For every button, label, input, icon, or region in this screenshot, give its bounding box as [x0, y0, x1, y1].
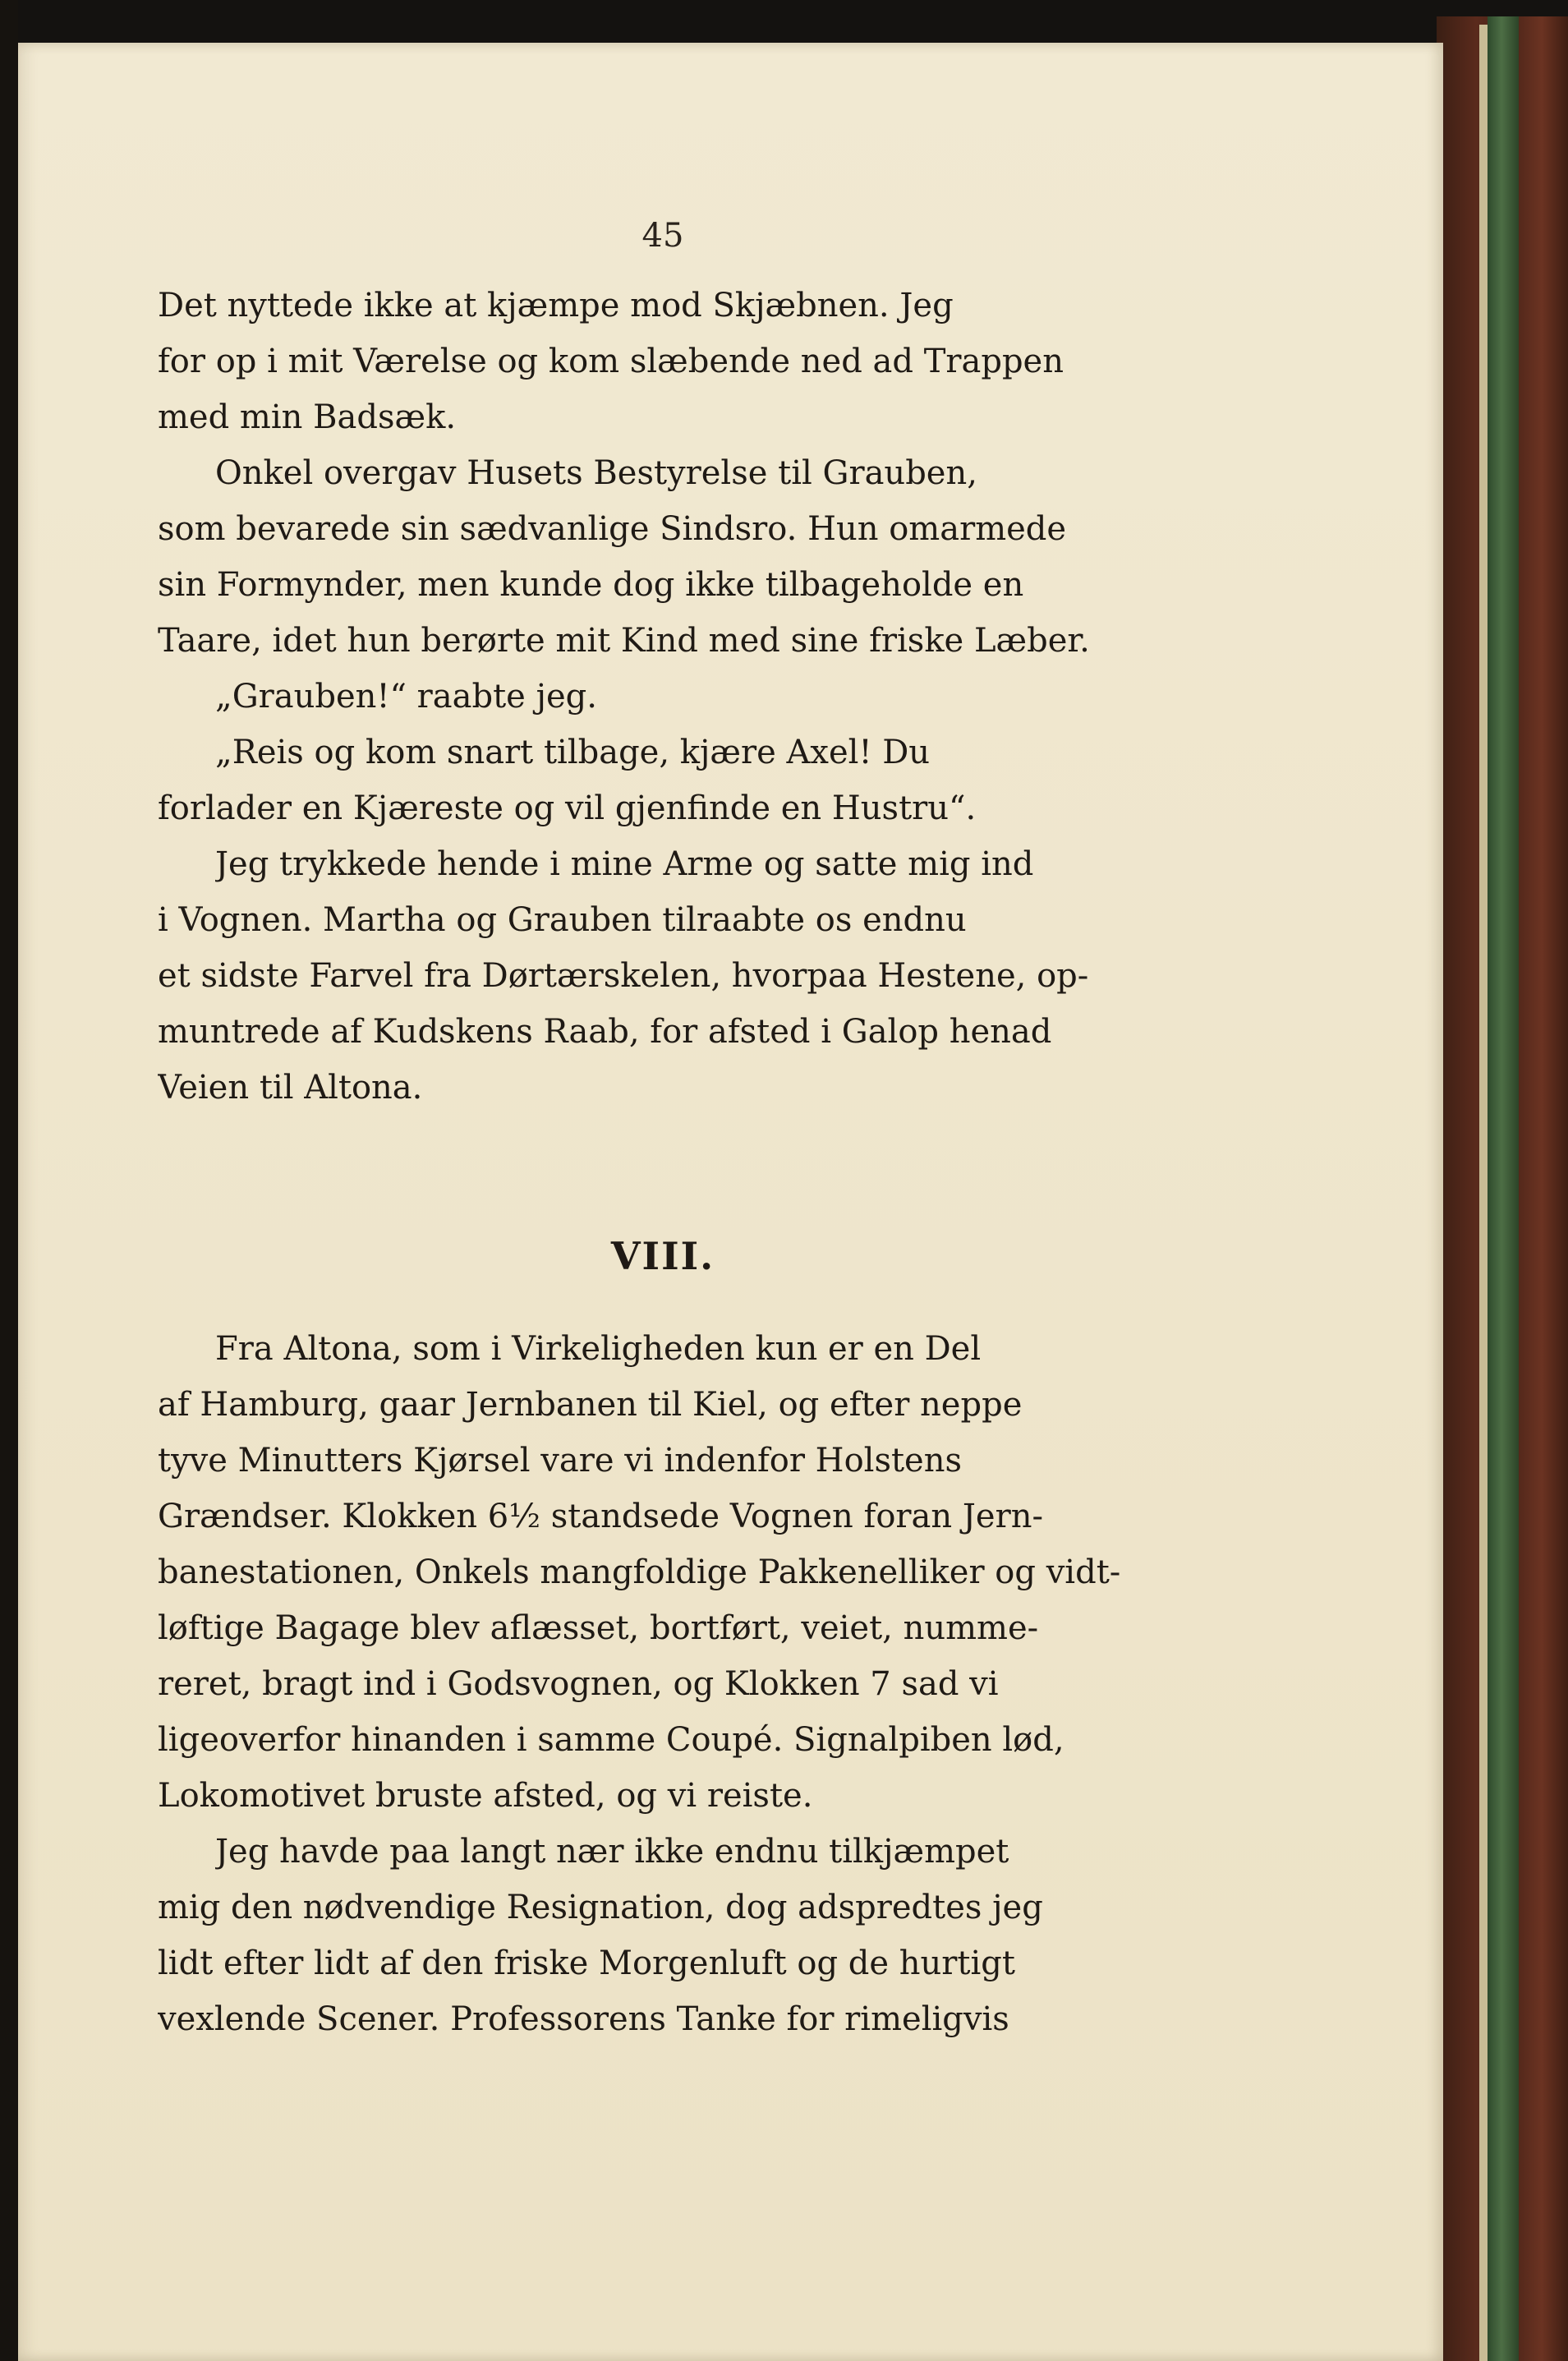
- text-line: et sidste Farvel fra Dørtærskelen, hvorpaa Hestene, op-: [158, 957, 1089, 995]
- text-line: i Vognen. Martha og Grauben tilraabte os endnu: [158, 901, 967, 939]
- text-line: Veien til Altona.: [158, 1069, 423, 1107]
- text-line: Taare, idet hun berørte mit Kind med sine friske Læber.: [158, 622, 1090, 660]
- text-line: „Reis og kom snart tilbage, kjære Axel! Du: [215, 734, 931, 771]
- page-number: 45: [641, 217, 684, 255]
- page-edges: [1479, 25, 1488, 2361]
- book-page: [18, 43, 1443, 2361]
- text-line: Onkel overgav Husets Bestyrelse til Grauben,: [215, 454, 977, 492]
- text-line: reret, bragt ind i Godsvognen, og Klokken 7 sad vi: [158, 1665, 999, 1703]
- text-line: mig den nødvendige Resignation, dog adspredtes jeg: [158, 1889, 1043, 1926]
- left-shadow: [0, 0, 18, 2361]
- text-line: løftige Bagage blev aflæsset, bortført, veiet, numme-: [158, 1609, 1039, 1647]
- text-line: Fra Altona, som i Virkeligheden kun er en Del: [215, 1330, 982, 1368]
- text-line: Lokomotivet bruste afsted, og vi reiste.: [158, 1777, 813, 1815]
- text-line: Jeg havde paa langt nær ikke endnu tilkjæmpet: [215, 1833, 1009, 1871]
- text-line: lidt efter lidt af den friske Morgenluft og de hurtigt: [158, 1944, 1015, 1982]
- text-line: Grændser. Klokken 6½ standsede Vognen foran Jern-: [158, 1498, 1043, 1535]
- text-line: af Hamburg, gaar Jernbanen til Kiel, og efter neppe: [158, 1386, 1023, 1424]
- text-line: Det nyttede ikke at kjæmpe mod Skjæbnen. Jeg: [158, 287, 954, 324]
- text-line: ligeoverfor hinanden i samme Coupé. Signalpiben lød,: [158, 1721, 1064, 1759]
- text-line: med min Badsæk.: [158, 398, 457, 436]
- text-line: vexlende Scener. Professorens Tanke for rimeligvis: [158, 2000, 1009, 2038]
- text-line: forlader en Kjæreste og vil gjenfinde en Hustru“.: [158, 789, 977, 827]
- text-line: banestationen, Onkels mangfoldige Pakkenelliker og vidt-: [158, 1553, 1121, 1591]
- text-line: for op i mit Værelse og kom slæbende ned ad Trappen: [158, 343, 1064, 380]
- text-line: muntrede af Kudskens Raab, for afsted i Galop henad: [158, 1013, 1052, 1051]
- text-line: Jeg trykkede hende i mine Arme og satte mig ind: [215, 845, 1034, 883]
- book-spine: [1488, 16, 1519, 2361]
- text-line: tyve Minutters Kjørsel vare vi indenfor Holstens: [158, 1442, 963, 1480]
- chapter-heading: VIII.: [610, 1234, 715, 1278]
- text-line: sin Formynder, men kunde dog ikke tilbageholde en: [158, 566, 1024, 604]
- text-line: som bevarede sin sædvanlige Sindsro. Hun omarmede: [158, 510, 1067, 548]
- text-line: „Grauben!“ raabte jeg.: [215, 678, 597, 716]
- top-shadow: [0, 0, 1568, 49]
